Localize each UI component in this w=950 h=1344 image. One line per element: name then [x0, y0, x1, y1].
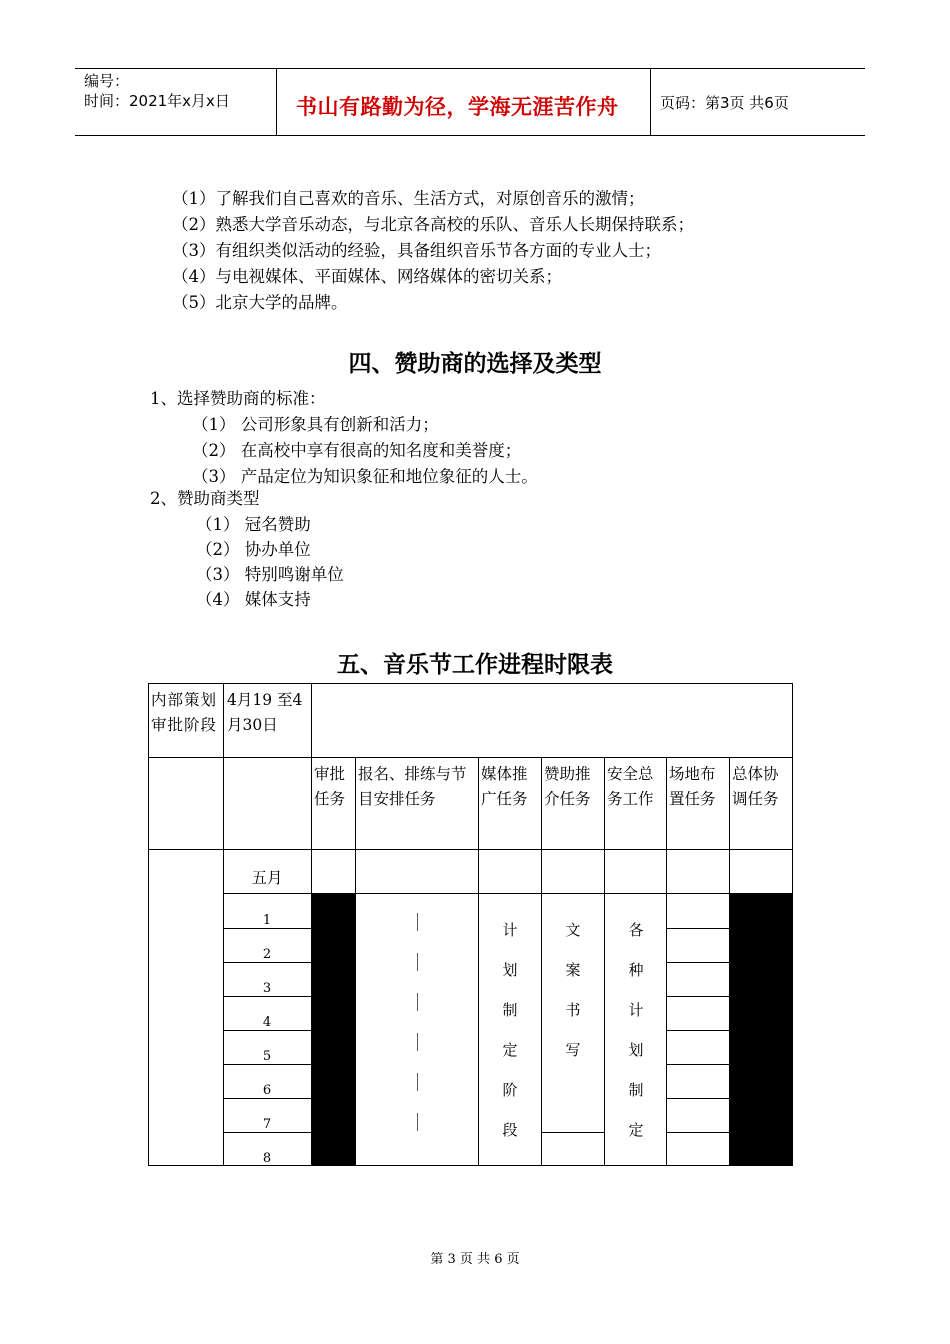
month-label: 五月 [251, 869, 283, 887]
progress-tick [417, 1073, 418, 1091]
column-header: 报名、排练与节目安排任务 [358, 765, 467, 808]
list-item: （2）熟悉大学音乐动态，与北京各高校的乐队、音乐人长期保持联系； [172, 215, 694, 234]
page-footer: 第 3 页 共 6 页 [430, 1252, 520, 1267]
stage-dates: 4月19 至4月30日 [227, 691, 303, 734]
list-item: （1） 公司形象具有创新和活力； [192, 415, 439, 434]
row-line [666, 962, 729, 963]
col-line [604, 757, 605, 1166]
row-line [666, 1132, 729, 1133]
stage-label: 内部策划审批阶段 [151, 691, 218, 734]
row-line [666, 996, 729, 997]
header-bottom-rule [75, 135, 865, 136]
header-time-label: 时间：2021年x月x日 [84, 92, 230, 110]
day-number: 2 [262, 947, 272, 962]
approval-filled-cell [312, 894, 355, 1166]
criteria-list [192, 412, 538, 490]
row-line [223, 962, 311, 963]
advantages-list [172, 186, 694, 316]
sponsor-note: 文案书写 [565, 921, 581, 1059]
col-line [541, 757, 542, 1166]
row-line [666, 928, 729, 929]
column-header: 安全总务工作 [607, 765, 654, 808]
row-line [666, 1064, 729, 1065]
section4-title: 四、赞助商的选择及类型 [348, 351, 602, 377]
header-page-info: 页码：第3页 共6页 [660, 94, 789, 112]
list-item: （3） 特别鸣谢单位 [196, 565, 344, 584]
row-line [148, 849, 793, 850]
row-line [666, 1098, 729, 1099]
day-number: 1 [262, 913, 272, 928]
column-header: 场地布置任务 [669, 765, 716, 808]
coordination-filled-cell [730, 894, 793, 1166]
row-line [223, 928, 311, 929]
row-line [223, 1030, 311, 1031]
progress-tick [417, 1113, 418, 1131]
day-number: 4 [262, 1015, 272, 1030]
column-header: 媒体推广任务 [481, 765, 528, 808]
row-line [223, 1098, 311, 1099]
header-motto: 书山有路勤为径，学海无涯苦作舟 [296, 95, 619, 119]
list-item: （4）与电视媒体、平面媒体、网络媒体的密切关系； [172, 267, 562, 286]
list-item: （1） 冠名赞助 [196, 515, 311, 534]
criteria-title: 1、选择赞助商的标准： [150, 389, 326, 408]
list-item: （3） 产品定位为知识象征和地位象征的人士。 [192, 467, 538, 486]
list-item: （2） 在高校中享有很高的知名度和美誉度； [192, 441, 522, 460]
col-line [223, 683, 224, 1166]
header-divider-1 [276, 68, 277, 136]
header-number-label: 编号： [84, 72, 130, 90]
list-item: （4） 媒体支持 [196, 590, 311, 609]
row-line [223, 1064, 311, 1065]
day-number: 8 [262, 1151, 272, 1166]
row-line [666, 1030, 729, 1031]
progress-tick [417, 953, 418, 971]
header-top-rule [75, 68, 865, 69]
column-header: 总体协调任务 [732, 765, 779, 808]
row-line [223, 996, 311, 997]
column-header: 审批任务 [314, 765, 346, 808]
progress-tick [417, 993, 418, 1011]
day-number: 3 [262, 981, 272, 996]
safety-note: 各种计划制定 [628, 921, 644, 1139]
header-divider-2 [650, 68, 651, 136]
list-item: （5）北京大学的品牌。 [172, 293, 348, 312]
column-header: 赞助推介任务 [544, 765, 591, 808]
day-number: 5 [262, 1049, 272, 1064]
progress-tick [417, 913, 418, 931]
types-list [196, 512, 344, 612]
section5-title: 五、音乐节工作进程时限表 [337, 652, 613, 678]
list-item: （1）了解我们自己喜欢的音乐、生活方式，对原创音乐的激情； [172, 189, 645, 208]
types-title: 2、赞助商类型 [150, 489, 260, 508]
progress-tick [417, 1033, 418, 1051]
row-line [541, 1132, 604, 1133]
col-line [478, 757, 479, 1166]
day-number: 6 [262, 1083, 272, 1098]
list-item: （3）有组织类似活动的经验，具备组织音乐节各方面的专业人士； [172, 241, 661, 260]
list-item: （2） 协办单位 [196, 540, 311, 559]
row-line [223, 1132, 311, 1133]
col-line [355, 757, 356, 1166]
schedule-table [148, 683, 793, 1166]
day-number: 7 [262, 1117, 272, 1132]
media-note: 计划制定阶段 [502, 921, 518, 1139]
row-line [148, 757, 793, 758]
row-line [223, 893, 793, 894]
